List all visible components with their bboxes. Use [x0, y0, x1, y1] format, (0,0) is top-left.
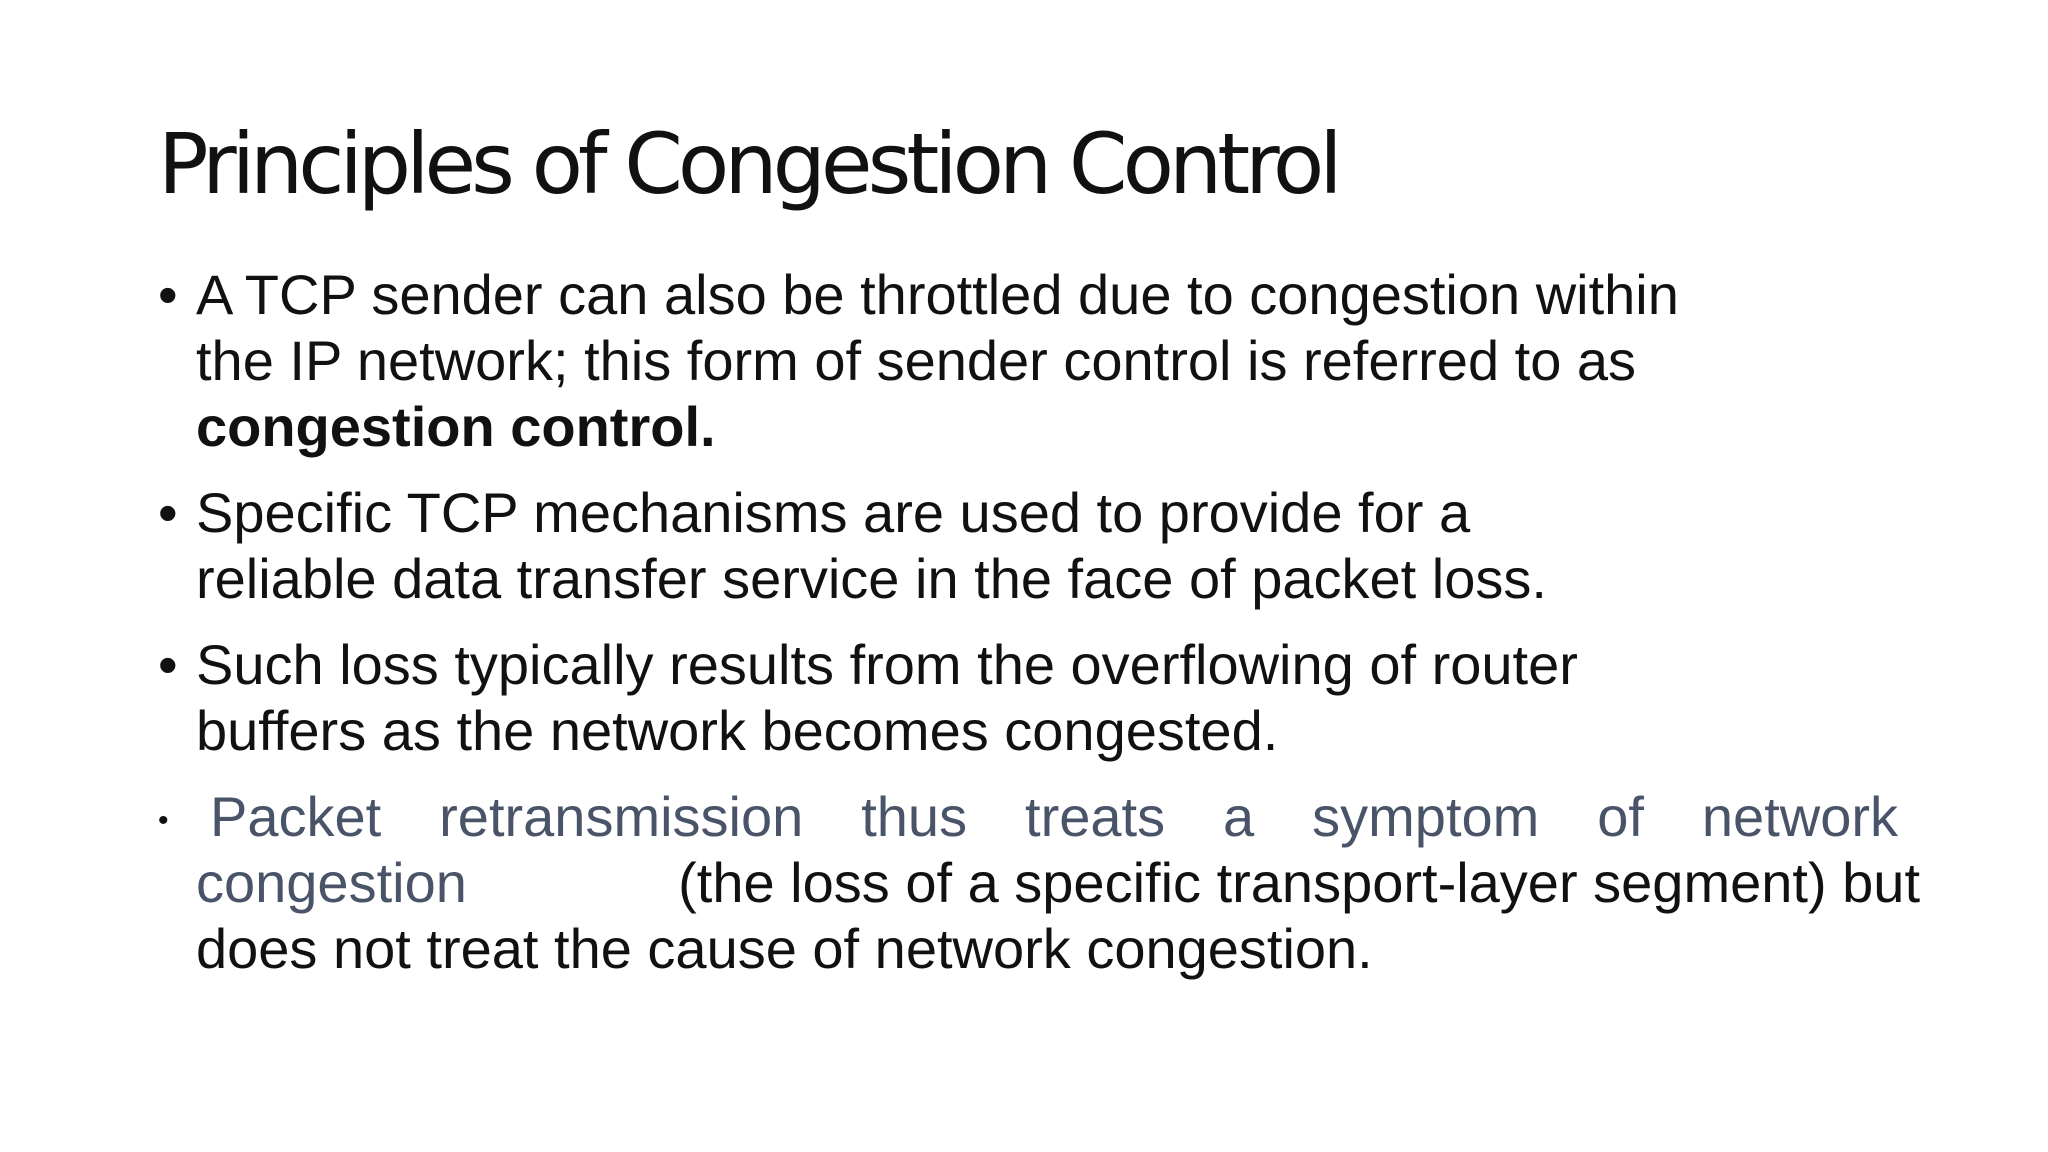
bullet-4-line-1: Packet retransmission thus treats a symptom of network: [210, 785, 1898, 848]
bullet-marker: •: [158, 481, 178, 544]
bullet-marker: •: [158, 804, 169, 837]
bullet-3-line-2: buffers as the network becomes congested.: [196, 699, 1279, 762]
slide-title: Principles of Congestion Control: [158, 115, 1338, 213]
bullet-item-1: [158, 262, 1898, 460]
bullet-2-line-1: Specific TCP mechanisms are used to provide for a: [196, 481, 1471, 544]
bullet-1-bold-term: congestion control.: [196, 395, 716, 458]
bullet-item-3: [158, 632, 1898, 764]
bullet-4-line-2-rest: (the loss of a specific transport-layer segment) but: [678, 851, 1920, 914]
bullet-marker: •: [158, 263, 178, 326]
bullet-2-line-2: reliable data transfer service in the face of packet loss.: [196, 547, 1547, 610]
bullet-1-line-1: A TCP sender can also be throttled due to congestion within: [196, 263, 1679, 326]
bullet-4-line-2: [196, 850, 1920, 916]
bullet-marker: •: [158, 633, 178, 696]
bullet-3-line-1: Such loss typically results from the overflowing of router: [196, 633, 1578, 696]
bullet-4-muted-term: congestion: [196, 851, 467, 914]
bullet-item-2: [158, 480, 1898, 612]
bullet-4-line-3: does not treat the cause of network congestion.: [196, 917, 1373, 980]
bullet-item-4: [158, 784, 1920, 982]
bullet-1-line-2: the IP network; this form of sender control is referred to as: [196, 329, 1637, 392]
bullet-list: [158, 262, 1920, 982]
